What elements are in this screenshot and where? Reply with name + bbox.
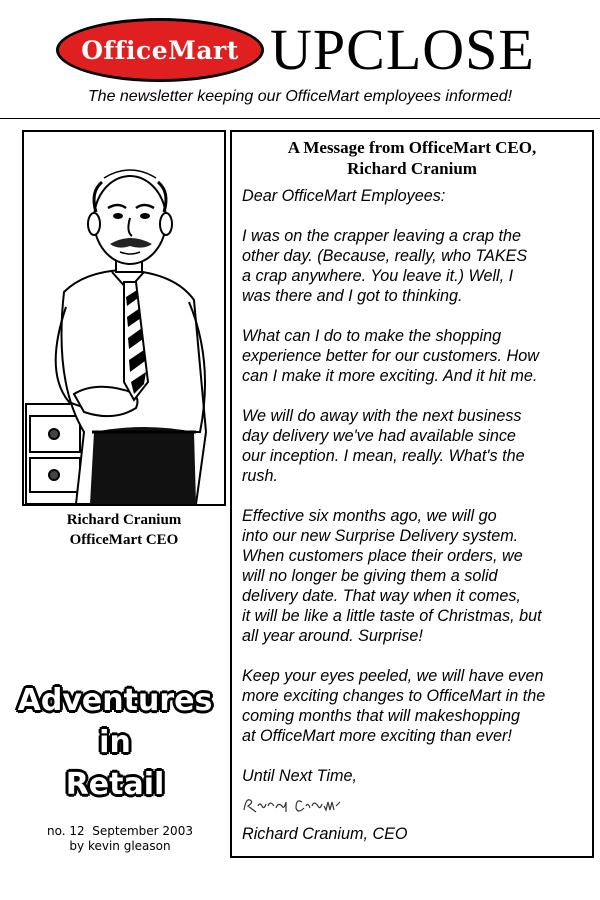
message-signoff: Richard Cranium, CEO: [242, 825, 408, 843]
comic-title-line-3: Retail: [65, 767, 165, 802]
ceo-drawing: [24, 132, 224, 504]
message-paragraph-2: What can I do to make the shopping experience better for our customers. How can I make it more exciting. And it hit me.: [242, 327, 539, 385]
handwritten-signature: [242, 792, 362, 816]
message-paragraph-5: Keep your eyes peeled, we will have even more exciting changes to OfficeMart in the coming months that will makeshopping at OfficeMart more exciting than ever!: [242, 667, 546, 745]
header-divider: [0, 118, 600, 119]
comic-title-line-2: in: [99, 725, 131, 760]
message-paragraph-1: I was on the crapper leaving a crap the other day. (Because, really, who TAKES a crap anywhere. You leave it.) Well, I was there and I got to thinking.: [242, 227, 528, 305]
message-paragraph-4: Effective six months ago, we will go into our new Surprise Delivery system. When customers place their orders, we will no longer be giving them a solid delivery date. That way when it comes, it will be like a little taste of Christmas, but all year around. Surprise!: [242, 507, 542, 645]
message-closing: Until Next Time,: [242, 767, 357, 785]
caption-title: OfficeMart CEO: [69, 532, 179, 548]
message-heading-line-1: A Message from OfficeMart CEO,: [287, 138, 537, 157]
caption-name: Richard Cranium: [66, 512, 182, 528]
message-heading: [232, 137, 592, 179]
byline: by kevin gleason: [69, 839, 171, 853]
message-heading-line-2: Richard Cranium: [347, 159, 477, 178]
comic-title: [0, 680, 230, 806]
illustration-caption: [22, 510, 226, 550]
ceo-illustration: [22, 130, 226, 506]
desk-drawers: [26, 404, 84, 504]
officemart-logo: [56, 18, 264, 82]
issue-info: [20, 824, 220, 854]
message-greeting: Dear OfficeMart Employees:: [242, 187, 446, 205]
logo-text: OfficeMart: [81, 35, 239, 65]
newsletter-title: UPCLOSE: [270, 17, 535, 82]
message-paragraph-3: We will do away with the next business day delivery we've had available since our inception. I mean, really. What's the rush.: [242, 407, 525, 485]
comic-title-line-1: Adventures: [17, 683, 213, 718]
tagline: The newsletter keeping our OfficeMart employees informed!: [87, 88, 513, 105]
message-body: [242, 186, 592, 844]
issue-number: no. 12 September 2003: [47, 824, 193, 838]
